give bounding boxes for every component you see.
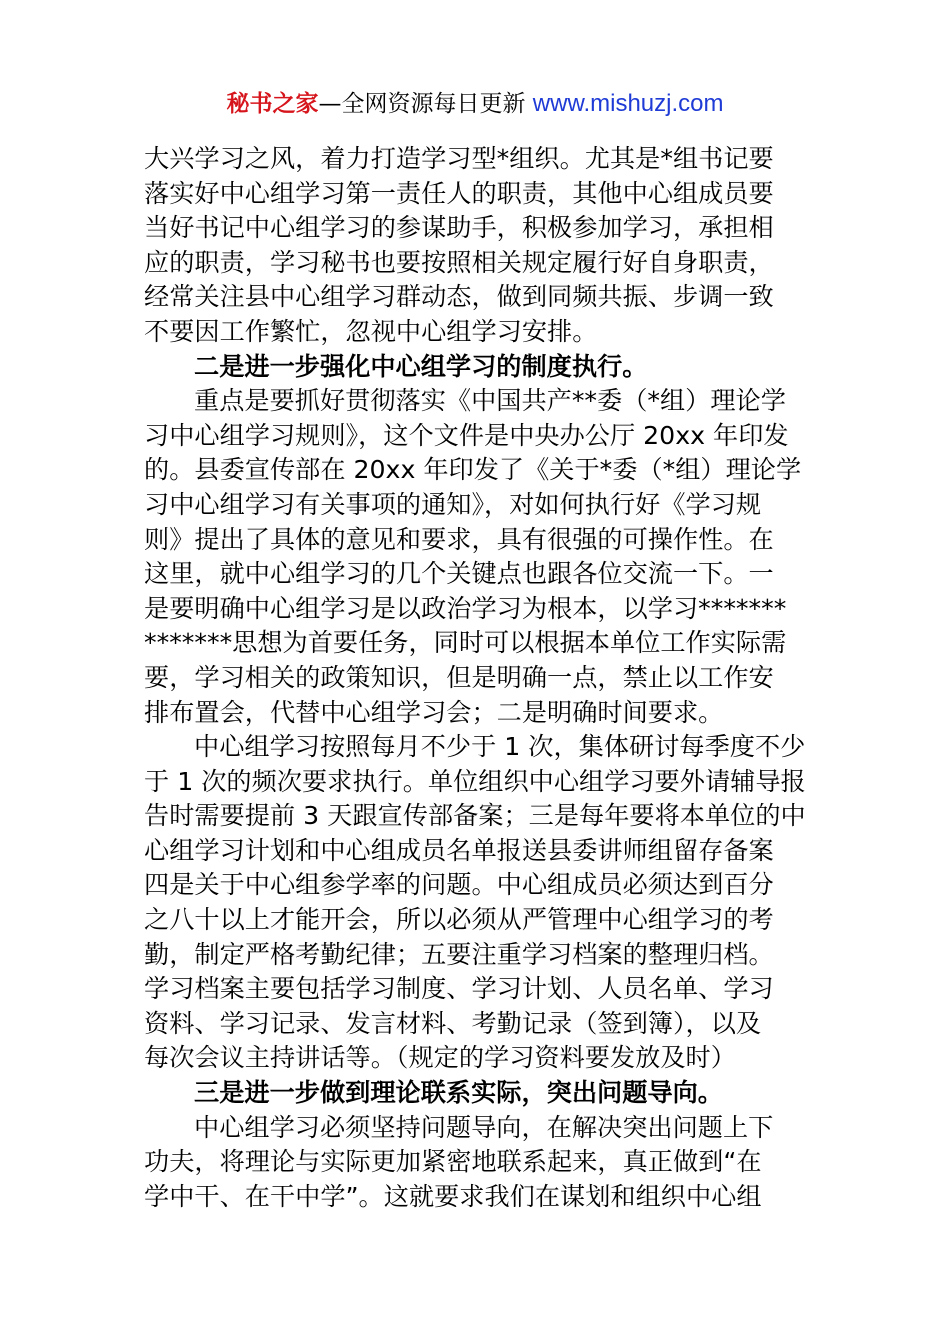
paragraph-line: 重点是要抓好贯彻落实《中国共产**委（*组）理论学 bbox=[194, 386, 786, 416]
site-brand: 秘书之家 bbox=[226, 91, 319, 117]
paragraph-line: 落实好中心组学习第一责任人的职责，其他中心组成员要 bbox=[144, 178, 774, 208]
site-header bbox=[0, 88, 950, 120]
paragraph-line: 习中心组学习有关事项的通知》，对如何执行好《学习规 bbox=[144, 489, 762, 519]
paragraph-line: 不要因工作繁忙，忽视中心组学习安排。 bbox=[144, 316, 598, 346]
paragraph-line: 学中干、在干中学”。这就要求我们在谋划和组织中心组 bbox=[144, 1181, 762, 1211]
paragraph-line: 这里，就中心组学习的几个关键点也跟各位交流一下。一 bbox=[144, 559, 774, 589]
paragraph-line: 则》提出了具体的意见和要求，具有很强的可操作性。在 bbox=[144, 524, 774, 554]
paragraph-line: 于 1 次的频次要求执行。单位组织中心组学习要外请辅导报 bbox=[144, 766, 806, 796]
paragraph-line: 告时需要提前 3 天跟宣传部备案；三是每年要将本单位的中 bbox=[144, 801, 806, 831]
paragraph-line: 心组学习计划和中心组成员名单报送县委讲师组留存备案 bbox=[144, 835, 774, 865]
paragraph-line: 每次会议主持讲话等。（规定的学习资料要发放及时） bbox=[144, 1043, 736, 1073]
paragraph-line: 中心组学习按照每月不少于 1 次，集体研讨每季度不少 bbox=[194, 732, 806, 762]
paragraph-line: 之八十以上才能开会，所以必须从严管理中心组学习的考 bbox=[144, 905, 774, 935]
paragraph-line: *******思想为首要任务，同时可以根据本单位工作实际需 bbox=[144, 628, 787, 658]
paragraph-line: 功夫，将理论与实际更加紧密地联系起来，真正做到“在 bbox=[144, 1147, 762, 1177]
paragraph-line: 勤，制定严格考勤纪律；五要注重学习档案的整理归档。 bbox=[144, 939, 774, 969]
site-url-link[interactable]: www.mishuzj.com bbox=[532, 90, 724, 117]
paragraph-line: 学习档案主要包括学习制度、学习计划、人员名单、学习 bbox=[144, 974, 774, 1004]
paragraph-line: 的。县委宣传部在 20xx 年印发了《关于*委（*组）理论学 bbox=[144, 455, 802, 485]
paragraph-line: 当好书记中心组学习的参谋助手，积极参加学习，承担相 bbox=[144, 213, 774, 243]
paragraph-line: 中心组学习必须坚持问题导向，在解决突出问题上下 bbox=[194, 1112, 774, 1142]
section-heading: 三是进一步做到理论联系实际，突出问题导向。 bbox=[194, 1078, 723, 1108]
paragraph-line: 要，学习相关的政策知识，但是明确一点，禁止以工作安 bbox=[144, 662, 774, 692]
paragraph-line: 排布置会，代替中心组学习会；二是明确时间要求。 bbox=[144, 697, 724, 727]
paragraph-line: 四是关于中心组参学率的问题。中心组成员必须达到百分 bbox=[144, 870, 774, 900]
paragraph-line: 经常关注县中心组学习群动态，做到同频共振、步调一致 bbox=[144, 282, 774, 312]
paragraph-line: 是要明确中心组学习是以政治学习为根本，以学习******* bbox=[144, 593, 787, 623]
paragraph-line: 应的职责，学习秘书也要按照相关规定履行好自身职责， bbox=[144, 247, 774, 277]
site-tagline: —全网资源每日更新 bbox=[318, 91, 533, 117]
section-heading: 二是进一步强化中心组学习的制度执行。 bbox=[194, 351, 648, 381]
paragraph-line: 资料、学习记录、发言材料、考勤记录（签到簿），以及 bbox=[144, 1008, 762, 1038]
document-body bbox=[144, 142, 810, 1214]
paragraph-line: 大兴学习之风，着力打造学习型*组织。尤其是*组书记要 bbox=[144, 144, 774, 173]
paragraph-line: 习中心组学习规则》，这个文件是中央办公厅 20xx 年印发 bbox=[144, 420, 789, 450]
